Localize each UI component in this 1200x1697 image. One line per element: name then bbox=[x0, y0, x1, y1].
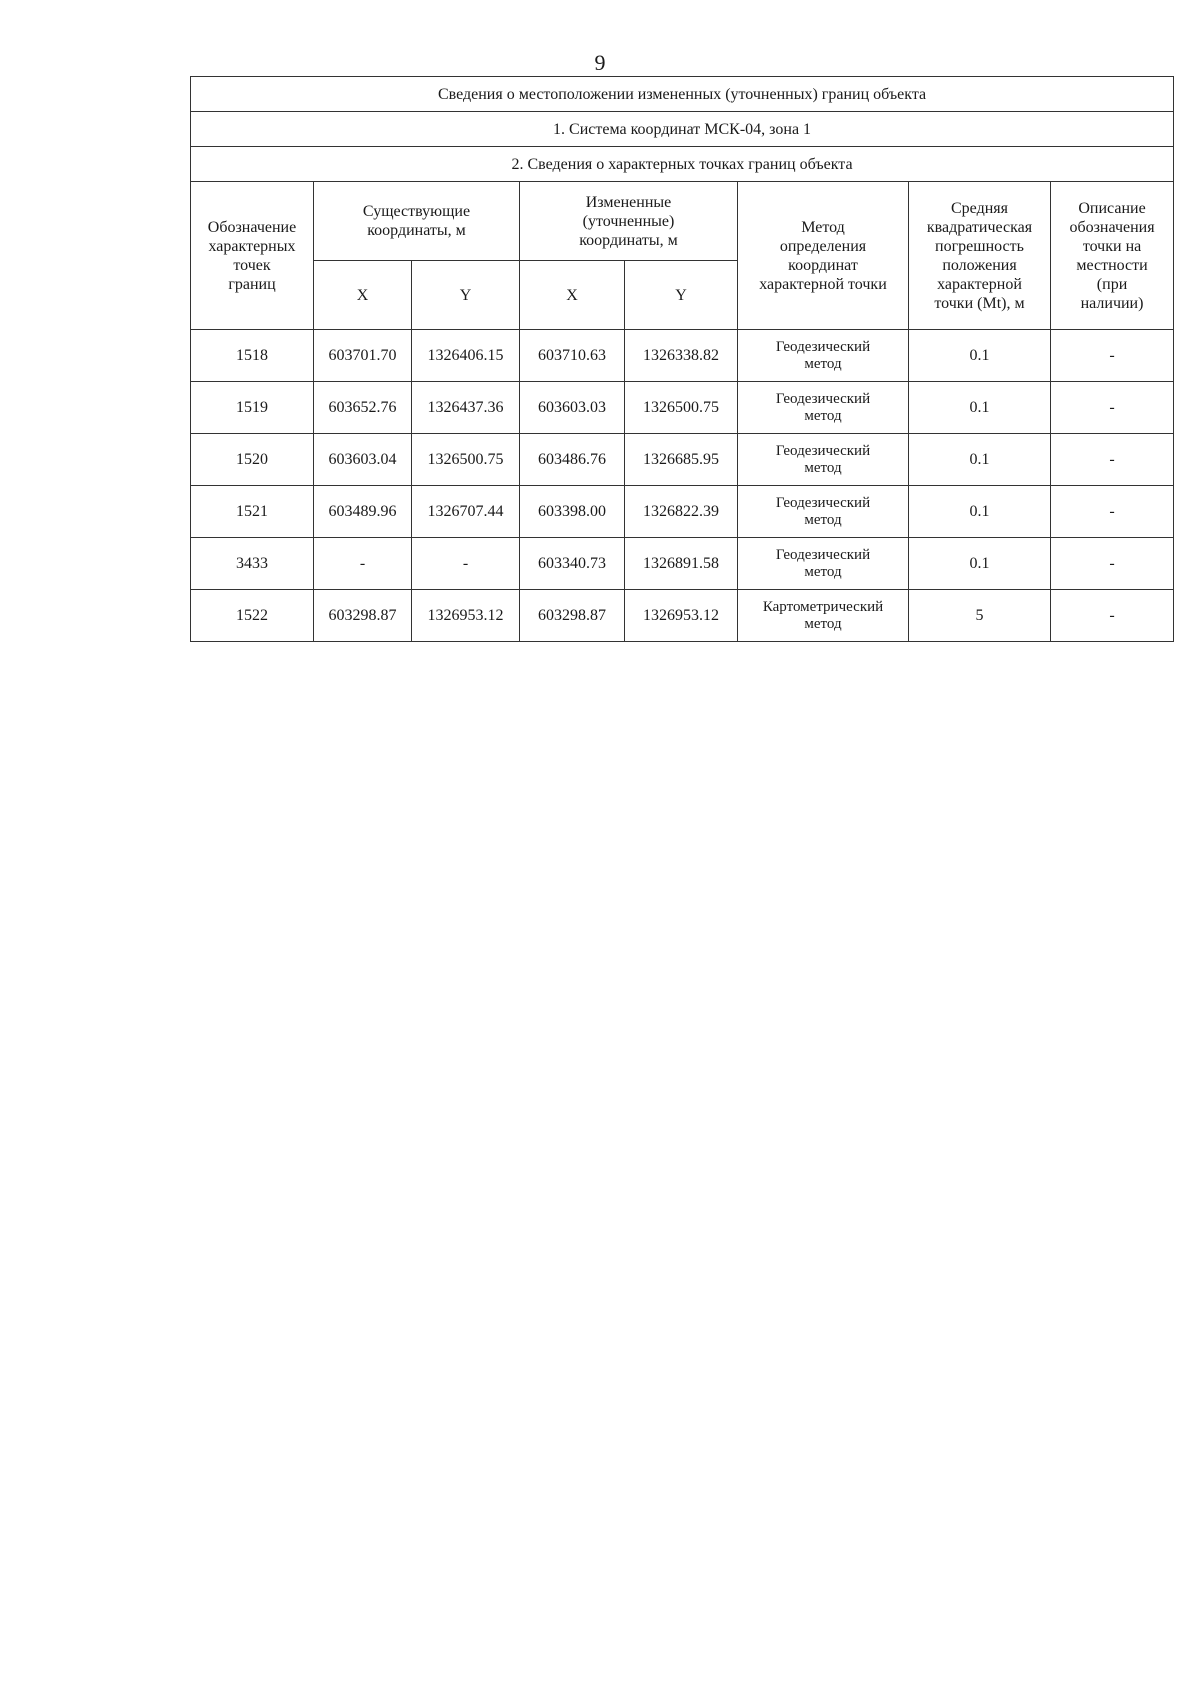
header-changed-y: Y bbox=[625, 261, 738, 330]
section-heading-row bbox=[191, 147, 1174, 182]
page-number: 9 bbox=[594, 50, 606, 75]
table-title-row bbox=[191, 77, 1174, 112]
changed-y-cell: 1326953.12 bbox=[625, 590, 738, 642]
description-cell: - bbox=[1051, 434, 1174, 486]
changed-y-cell: 1326822.39 bbox=[625, 486, 738, 538]
header-mean-error: Средняя квадратическая погрешность положения характерной точки (Mt), м bbox=[909, 182, 1051, 330]
coordinate-system: 1. Система координат МСК-04, зона 1 bbox=[191, 112, 1174, 147]
method-cell: Геодезический метод bbox=[738, 382, 909, 434]
table-row bbox=[191, 330, 1174, 382]
existing-x-cell: 603652.76 bbox=[314, 382, 412, 434]
table-title: Сведения о местоположении измененных (уточненных) границ объекта bbox=[191, 77, 1174, 112]
changed-y-cell: 1326891.58 bbox=[625, 538, 738, 590]
changed-y-cell: 1326338.82 bbox=[625, 330, 738, 382]
mean-error-cell: 0.1 bbox=[909, 330, 1051, 382]
header-existing-y: Y bbox=[412, 261, 520, 330]
table-row bbox=[191, 538, 1174, 590]
table-body bbox=[191, 77, 1174, 642]
mean-error-cell: 0.1 bbox=[909, 538, 1051, 590]
existing-x-cell: 603489.96 bbox=[314, 486, 412, 538]
mean-error-cell: 0.1 bbox=[909, 382, 1051, 434]
table-row bbox=[191, 382, 1174, 434]
table-row bbox=[191, 590, 1174, 642]
description-cell: - bbox=[1051, 590, 1174, 642]
description-cell: - bbox=[1051, 486, 1174, 538]
method-cell: Картометрический метод bbox=[738, 590, 909, 642]
point-cell: 1519 bbox=[191, 382, 314, 434]
mean-error-cell: 5 bbox=[909, 590, 1051, 642]
existing-x-cell: 603298.87 bbox=[314, 590, 412, 642]
changed-x-cell: 603486.76 bbox=[520, 434, 625, 486]
changed-x-cell: 603710.63 bbox=[520, 330, 625, 382]
existing-x-cell: 603701.70 bbox=[314, 330, 412, 382]
changed-x-cell: 603398.00 bbox=[520, 486, 625, 538]
existing-x-cell: 603603.04 bbox=[314, 434, 412, 486]
changed-x-cell: 603340.73 bbox=[520, 538, 625, 590]
header-point-designation: Обозначение характерных точек границ bbox=[191, 182, 314, 330]
point-cell: 1520 bbox=[191, 434, 314, 486]
existing-x-cell: - bbox=[314, 538, 412, 590]
existing-y-cell: 1326500.75 bbox=[412, 434, 520, 486]
existing-y-cell: 1326437.36 bbox=[412, 382, 520, 434]
point-cell: 3433 bbox=[191, 538, 314, 590]
existing-y-cell: 1326406.15 bbox=[412, 330, 520, 382]
method-cell: Геодезический метод bbox=[738, 486, 909, 538]
coordinate-system-row bbox=[191, 112, 1174, 147]
header-changed-coords: Измененные (уточненные) координаты, м bbox=[520, 182, 738, 261]
existing-y-cell: - bbox=[412, 538, 520, 590]
method-cell: Геодезический метод bbox=[738, 434, 909, 486]
header-existing-x: X bbox=[314, 261, 412, 330]
description-cell: - bbox=[1051, 538, 1174, 590]
mean-error-cell: 0.1 bbox=[909, 486, 1051, 538]
point-cell: 1521 bbox=[191, 486, 314, 538]
method-cell: Геодезический метод bbox=[738, 538, 909, 590]
mean-error-cell: 0.1 bbox=[909, 434, 1051, 486]
existing-y-cell: 1326707.44 bbox=[412, 486, 520, 538]
existing-y-cell: 1326953.12 bbox=[412, 590, 520, 642]
boundary-points-table bbox=[190, 76, 1174, 642]
section-heading: 2. Сведения о характерных точках границ объекта bbox=[191, 147, 1174, 182]
header-existing-coords: Существующие координаты, м bbox=[314, 182, 520, 261]
method-cell: Геодезический метод bbox=[738, 330, 909, 382]
table-row bbox=[191, 486, 1174, 538]
changed-x-cell: 603603.03 bbox=[520, 382, 625, 434]
changed-y-cell: 1326500.75 bbox=[625, 382, 738, 434]
changed-x-cell: 603298.87 bbox=[520, 590, 625, 642]
header-changed-x: X bbox=[520, 261, 625, 330]
table-row bbox=[191, 434, 1174, 486]
point-cell: 1522 bbox=[191, 590, 314, 642]
header-row-top bbox=[191, 182, 1174, 261]
header-method: Метод определения координат характерной точки bbox=[738, 182, 909, 330]
description-cell: - bbox=[1051, 330, 1174, 382]
header-description: Описание обозначения точки на местности (при наличии) bbox=[1051, 182, 1174, 330]
changed-y-cell: 1326685.95 bbox=[625, 434, 738, 486]
description-cell: - bbox=[1051, 382, 1174, 434]
point-cell: 1518 bbox=[191, 330, 314, 382]
